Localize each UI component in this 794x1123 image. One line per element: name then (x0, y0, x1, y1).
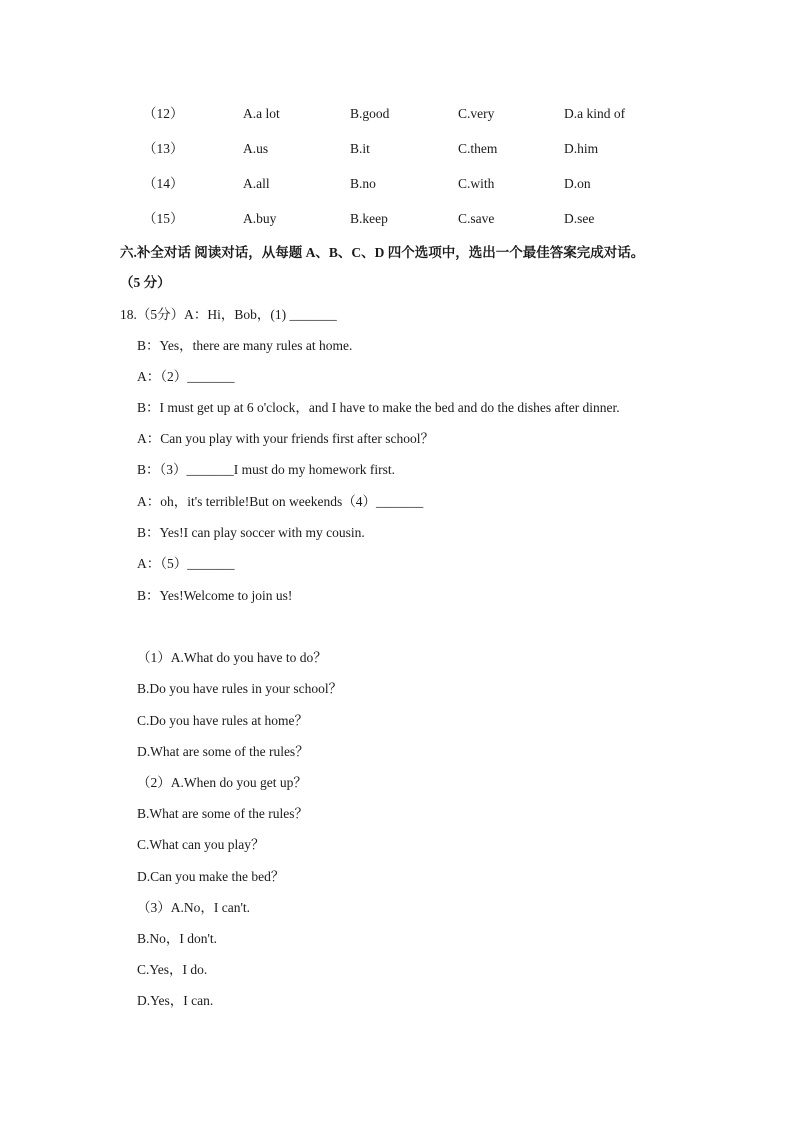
option-c: C.with (458, 176, 495, 191)
answer-choice: B.Do you have rules in your school？ (137, 681, 343, 696)
option-c: C.save (458, 211, 495, 226)
option-d: D.him (564, 141, 599, 156)
dialogue-line: A：（5）_______ (137, 556, 235, 571)
answer-choice: （2）A.When do you get up？ (137, 775, 307, 790)
option-d: D.see (564, 211, 595, 226)
question-number: （13） (143, 141, 184, 156)
section-heading: 六.补全对话 阅读对话，从每题 A、B、C、D 四个选项中，选出一个最佳答案完成对话。 (120, 245, 645, 260)
answer-choice: C.Yes，I do. (137, 962, 208, 977)
option-d: D.a kind of (564, 106, 626, 121)
answer-choice: D.Can you make the bed？ (137, 869, 285, 884)
dialogue-line: B：I must get up at 6 o'clock，and I have to make the bed and do the dishes after dinner. (137, 400, 620, 415)
question-number: （14） (143, 176, 184, 191)
option-b: B.no (350, 176, 376, 191)
option-row-13 (0, 139, 794, 159)
answer-choice: B.No，I don't. (137, 931, 218, 946)
dialogue-line: A：Can you play with your friends first after school？ (137, 431, 434, 446)
option-c: C.very (458, 106, 495, 121)
option-d: D.on (564, 176, 591, 191)
dialogue-line: A：oh，it's terrible!But on weekends（4）_______ (137, 494, 424, 509)
dialogue-line: B：Yes，there are many rules at home. (137, 338, 353, 353)
answer-choice: D.Yes，I can. (137, 993, 214, 1008)
option-a: A.a lot (243, 106, 280, 121)
answer-choice: D.What are some of the rules？ (137, 744, 309, 759)
option-a: A.all (243, 176, 270, 191)
question-number: （12） (143, 106, 184, 121)
dialogue-line: B：（3）_______I must do my homework first. (137, 462, 395, 477)
answer-choice: （1）A.What do you have to do？ (137, 650, 327, 665)
option-row-14 (0, 174, 794, 194)
answer-choice: B.What are some of the rules？ (137, 806, 308, 821)
option-b: B.keep (350, 211, 388, 226)
option-b: B.it (350, 141, 370, 156)
option-c: C.them (458, 141, 498, 156)
question-title: 18.（5分）A：Hi，Bob，(1) _______ (120, 307, 337, 322)
option-a: A.us (243, 141, 269, 156)
section-score: （5 分） (120, 275, 171, 290)
dialogue-line: B：Yes!Welcome to join us! (137, 588, 293, 603)
answer-choice: （3）A.No，I can't. (137, 900, 251, 915)
question-number: （15） (143, 211, 184, 226)
dialogue-line: A：（2）_______ (137, 369, 235, 384)
answer-choice: C.Do you have rules at home？ (137, 713, 308, 728)
option-row-15 (0, 209, 794, 229)
dialogue-line: B：Yes!I can play soccer with my cousin. (137, 525, 365, 540)
option-b: B.good (350, 106, 390, 121)
option-a: A.buy (243, 211, 277, 226)
option-row-12 (0, 104, 794, 124)
answer-choice: C.What can you play？ (137, 837, 265, 852)
